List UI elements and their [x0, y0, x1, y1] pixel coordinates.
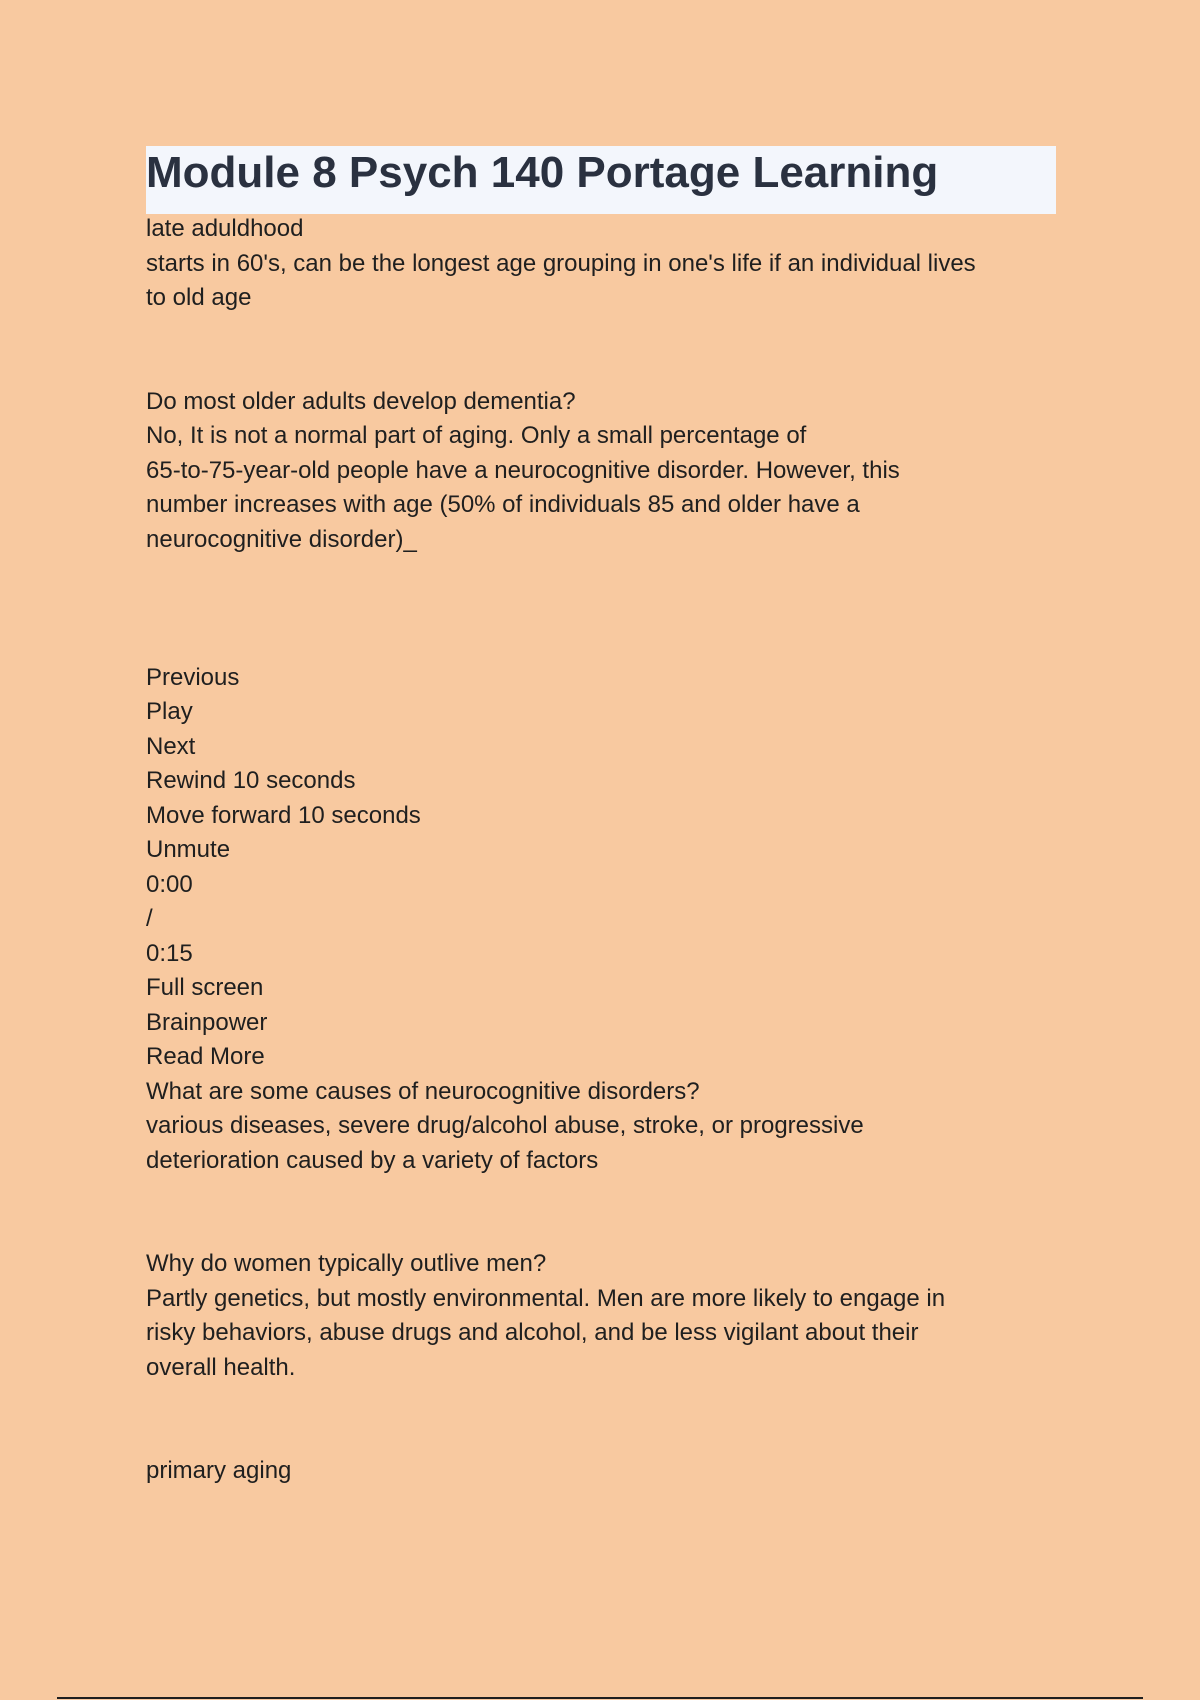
answer-line: 65-to-75-year-old people have a neurocognitive disorder. However, this — [146, 456, 900, 484]
answer-line: neurocognitive disorder)_ — [146, 525, 417, 553]
definition-line: starts in 60's, can be the longest age grouping in one's life if an individual lives — [146, 249, 976, 277]
next-button[interactable]: Next — [146, 732, 196, 760]
previous-button[interactable]: Previous — [146, 663, 240, 691]
duration: 0:15 — [146, 939, 193, 967]
time-separator: / — [146, 905, 153, 932]
answer-line: number increases with age (50% of individuals 85 and older have a — [146, 491, 860, 518]
question-dementia: Do most older adults develop dementia? — [146, 387, 576, 415]
forward-button[interactable]: Move forward 10 seconds — [146, 801, 421, 829]
unmute-button[interactable]: Unmute — [146, 836, 231, 863]
definition-line: to old age — [146, 284, 252, 311]
audio-player — [146, 661, 1066, 1075]
brand-label: Brainpower — [146, 1008, 268, 1036]
fullscreen-button[interactable]: Full screen — [146, 974, 264, 1001]
answer-line: overall health. — [146, 1353, 296, 1381]
current-time: 0:00 — [146, 870, 193, 898]
bottom-divider — [57, 1697, 1143, 1699]
page-title: Module 8 Psych 140 Portage Learning — [146, 148, 939, 197]
answer-line: various diseases, severe drug/alcohol abuse, stroke, or progressive — [146, 1112, 864, 1139]
term-late-adulthood: late aduldhood — [146, 215, 304, 242]
answer-line: deterioration caused by a variety of factors — [146, 1146, 599, 1174]
answer-line: Partly genetics, but mostly environmental. Men are more likely to engage in — [146, 1284, 946, 1312]
question-causes: What are some causes of neurocognitive disorders? — [146, 1077, 700, 1105]
answer-line: No, It is not a normal part of aging. Only a small percentage of — [146, 422, 807, 449]
question-women-outlive: Why do women typically outlive men? — [146, 1250, 547, 1277]
term-primary-aging: primary aging — [146, 1457, 292, 1484]
play-button[interactable]: Play — [146, 698, 193, 725]
document-body — [146, 212, 1066, 1489]
rewind-button[interactable]: Rewind 10 seconds — [146, 767, 356, 794]
answer-line: risky behaviors, abuse drugs and alcohol, and be less vigilant about their — [146, 1319, 919, 1346]
read-more-link[interactable]: Read More — [146, 1043, 265, 1070]
